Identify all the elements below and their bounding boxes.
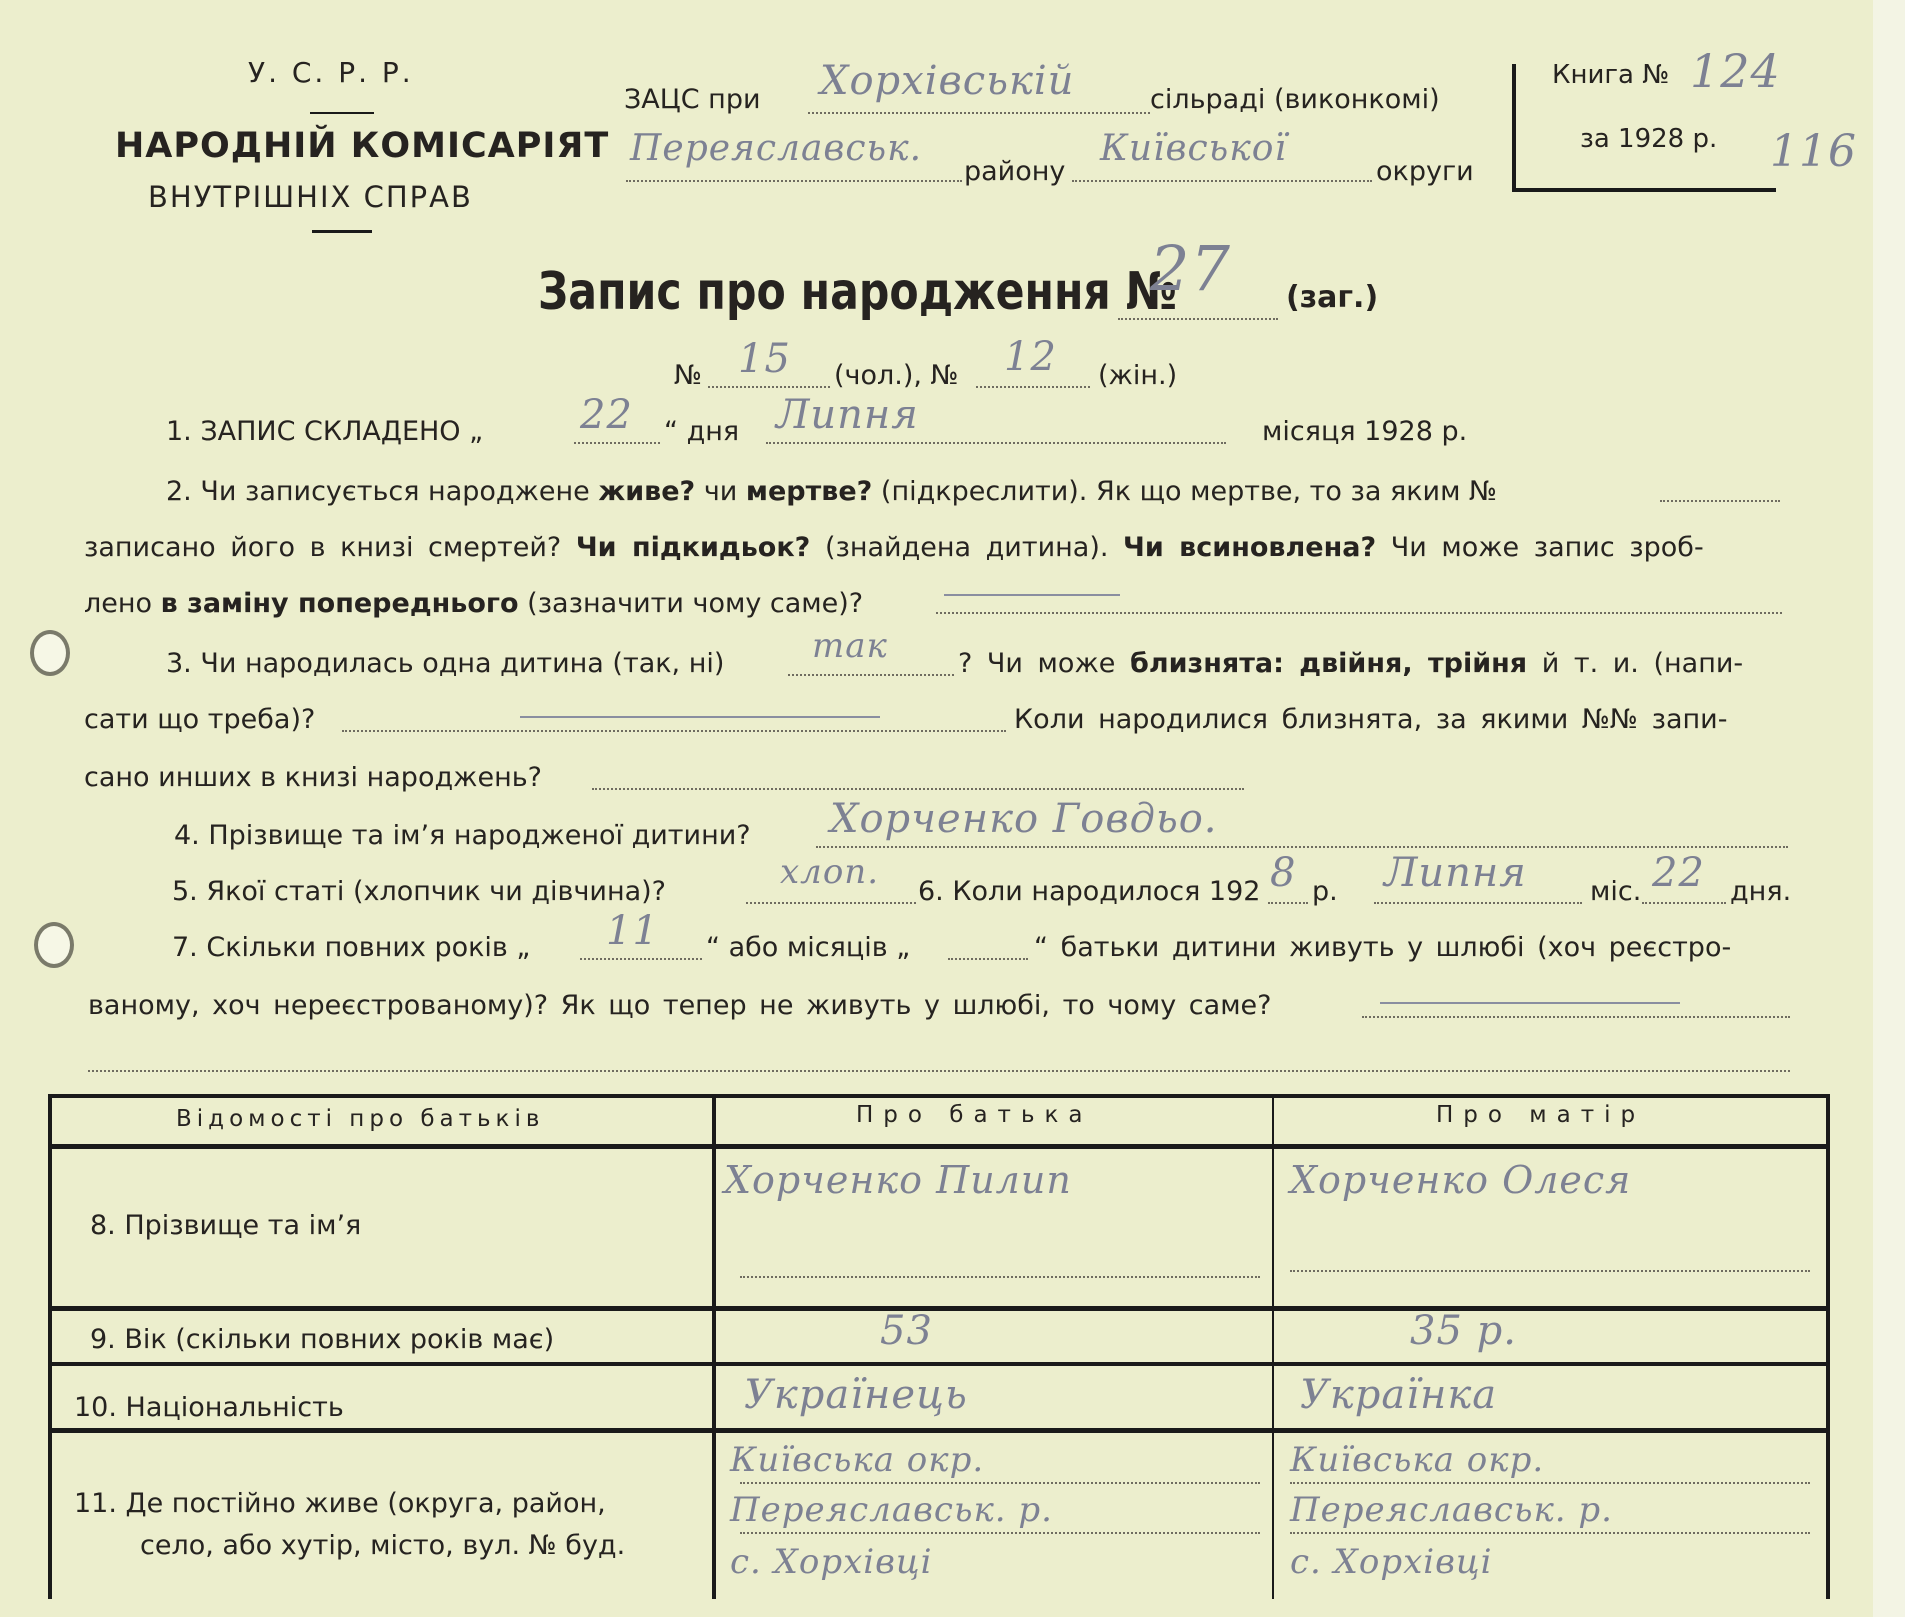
q7-years-handwritten: 11 <box>606 908 659 954</box>
q3-line2a: сати що треба)? <box>84 704 316 735</box>
dotted-line <box>746 902 916 904</box>
dotted-line <box>592 788 1244 790</box>
table-border <box>48 1428 1830 1433</box>
table-border <box>48 1094 52 1599</box>
q6-year-handwritten: 8 <box>1270 850 1297 896</box>
q7-mid: “ або місяців „ <box>706 932 911 963</box>
mother-name-handwritten: Хорченко Олеся <box>1290 1158 1632 1202</box>
dotted-line <box>740 1532 1260 1534</box>
q3-text: й т. и. (напи- <box>1541 648 1744 679</box>
dotted-line <box>1290 1270 1810 1272</box>
male-label: (чол.), № <box>834 360 959 391</box>
side-number-handwritten: 116 <box>1770 126 1857 177</box>
q2-text: записано його в книзі смертей? <box>84 532 562 563</box>
number-sign: № <box>674 360 703 391</box>
q4-label: 4. Прізвище та ім’я народженої дитини? <box>174 820 751 851</box>
q6-dnia: дня. <box>1730 876 1792 907</box>
page-title: Запис про народження № <box>538 262 1177 322</box>
dotted-line <box>342 730 1006 732</box>
dotted-line <box>1290 1532 1810 1534</box>
district-handwritten: Переяславськ. <box>630 128 923 169</box>
q2-text: 2. Чи записується народжене <box>166 476 590 507</box>
dotted-line <box>816 846 1788 848</box>
table-border <box>48 1306 1830 1311</box>
row-label-age: 9. Вік (скільки повних років має) <box>90 1324 555 1355</box>
table-border <box>48 1094 1830 1098</box>
table-header-info: Відомості про батьків <box>176 1106 545 1132</box>
dotted-line <box>948 958 1028 960</box>
divider <box>310 112 374 114</box>
q1-day-word: “ дня <box>664 416 740 447</box>
council-label: сільраді (виконкомі) <box>1150 84 1440 115</box>
table-border <box>712 1094 716 1599</box>
dotted-line <box>788 674 954 676</box>
q5-answer-handwritten: хлоп. <box>780 852 879 892</box>
father-name-handwritten: Хорченко Пилип <box>724 1158 1072 1202</box>
village-council-handwritten: Хорхівській <box>820 58 1075 104</box>
q2-text: (зазначити чому саме)? <box>527 588 864 619</box>
female-count-handwritten: 12 <box>1004 334 1057 380</box>
q2-line2 <box>84 532 1704 563</box>
q3-twins: близнята: двійня, трійня <box>1129 648 1528 679</box>
q3-line2b: Коли народилися близнята, за якими №№ запи- <box>1014 704 1728 735</box>
dotted-line <box>1374 902 1582 904</box>
q2-line3 <box>84 588 863 619</box>
dotted-line <box>574 442 660 444</box>
dotted-line <box>88 1070 1790 1072</box>
q2-text: (знайдена дитина). <box>824 532 1109 563</box>
table-header-mother: Про матір <box>1436 1102 1646 1128</box>
q3-text: ? Чи може <box>958 648 1116 679</box>
q7-line2: ваному, хоч нереєстрованому)? Як що тепер не живуть у шлюбі, то чому саме? <box>88 990 1272 1021</box>
handwritten-dash <box>1380 1002 1680 1004</box>
mother-nationality-handwritten: Українка <box>1300 1372 1498 1418</box>
dotted-line <box>1660 500 1780 502</box>
q2-text: Чи може запис зроб- <box>1390 532 1704 563</box>
q4-answer-handwritten: Хорченко Говдьо. <box>830 796 1218 842</box>
paper-edge <box>1873 0 1905 1617</box>
q2-replacement: в заміну попереднього <box>160 588 519 619</box>
q3-label: 3. Чи народилась одна дитина (так, ні) <box>166 648 725 679</box>
okrug-label: округи <box>1376 156 1474 187</box>
q6-r: р. <box>1312 876 1338 907</box>
table-border <box>1826 1094 1830 1599</box>
q6-label: 6. Коли народилося 192 <box>918 876 1261 907</box>
district-label: району <box>964 156 1066 187</box>
q1-tail: місяця 1928 р. <box>1262 416 1468 447</box>
mother-age-handwritten: 35 р. <box>1410 1308 1517 1354</box>
handwritten-dash <box>520 716 880 718</box>
q2-line1 <box>166 476 1497 507</box>
ministry-subname: ВНУТРІШНІХ СПРАВ <box>148 180 473 214</box>
table-header-father: Про батька <box>856 1102 1093 1128</box>
dotted-line <box>1268 902 1308 904</box>
q2-text: лено <box>84 588 153 619</box>
book-year: за 1928 р. <box>1580 124 1718 154</box>
father-age-handwritten: 53 <box>880 1308 933 1354</box>
q7-tail: “ батьки дитини живуть у шлюбі (хоч реєстро- <box>1034 932 1732 963</box>
mother-residence-handwritten: Київська окр. <box>1290 1440 1545 1480</box>
table-border <box>48 1362 1830 1366</box>
q2-foundling: Чи підкидьок? <box>575 532 811 563</box>
dotted-line <box>1642 902 1726 904</box>
q2-adopted: Чи всиновлена? <box>1123 532 1377 563</box>
dotted-line <box>708 386 830 388</box>
dotted-line <box>580 958 702 960</box>
dotted-line <box>740 1482 1260 1484</box>
row-label-residence: 11. Де постійно живе (округа, район, <box>74 1488 606 1519</box>
table-border <box>48 1144 1830 1149</box>
q3-answer-handwritten: так <box>812 626 888 666</box>
record-number-handwritten: 27 <box>1150 232 1231 305</box>
punch-hole <box>34 922 74 968</box>
q2-text: чи <box>703 476 738 507</box>
father-nationality-handwritten: Українець <box>744 1372 968 1418</box>
ministry-name: НАРОДНІЙ КОМІСАРІЯТ <box>115 126 610 166</box>
row-label-name: 8. Прізвище та ім’я <box>90 1210 362 1241</box>
zags-label: ЗАЦС при <box>624 84 761 115</box>
divider <box>312 230 372 233</box>
okrug-handwritten: Київської <box>1100 128 1287 169</box>
q1-day-handwritten: 22 <box>580 392 633 438</box>
dotted-line <box>1290 1482 1810 1484</box>
q5-label: 5. Якої статі (хлопчик чи дівчина)? <box>172 876 667 907</box>
dotted-line <box>626 180 962 182</box>
dotted-line <box>936 612 1782 614</box>
dotted-line <box>1118 318 1278 320</box>
row-label-nationality: 10. Національність <box>74 1392 344 1423</box>
q7-label: 7. Скільки повних років „ <box>172 932 531 963</box>
state-abbr: У. С. Р. Р. <box>248 56 414 89</box>
dotted-line <box>1362 1016 1790 1018</box>
dotted-line <box>808 112 1150 114</box>
table-border <box>1272 1094 1274 1599</box>
q2-text: (підкреслити). Як що мертве, то за яким № <box>880 476 1498 507</box>
q6-day-handwritten: 22 <box>1652 850 1705 896</box>
title-suffix: (заг.) <box>1286 280 1379 315</box>
dotted-line <box>740 1276 1260 1278</box>
dotted-line <box>1072 180 1372 182</box>
q6-month-handwritten: Липня <box>1384 850 1527 896</box>
row-label-residence-l2: село, або хутір, місто, вул. № буд. <box>140 1530 626 1561</box>
book-box-border <box>1512 188 1776 192</box>
q1-label: 1. ЗАПИС СКЛАДЕНО „ <box>166 416 484 447</box>
punch-hole <box>30 630 70 676</box>
book-number-handwritten: 124 <box>1690 44 1781 98</box>
father-residence-handwritten: Переяславськ. р. <box>730 1490 1053 1530</box>
q1-month-handwritten: Липня <box>776 392 919 438</box>
father-residence-handwritten: Київська окр. <box>730 1440 985 1480</box>
book-label: Книга № <box>1552 60 1670 90</box>
father-residence-handwritten: с. Хорхівці <box>730 1542 933 1582</box>
mother-residence-handwritten: Переяславськ. р. <box>1290 1490 1613 1530</box>
q2-alive: живе? <box>598 476 696 507</box>
q2-dead: мертве? <box>745 476 873 507</box>
book-box-border <box>1512 64 1516 190</box>
q3-line1-tail <box>958 648 1743 679</box>
female-label: (жін.) <box>1098 360 1178 391</box>
mother-residence-handwritten: с. Хорхівці <box>1290 1542 1493 1582</box>
handwritten-dash <box>944 594 1120 596</box>
male-count-handwritten: 15 <box>738 336 791 382</box>
dotted-line <box>976 386 1090 388</box>
q3-line3: сано инших в книзі народжень? <box>84 762 542 793</box>
q6-mis: міс. <box>1590 876 1642 907</box>
dotted-line <box>766 442 1226 444</box>
